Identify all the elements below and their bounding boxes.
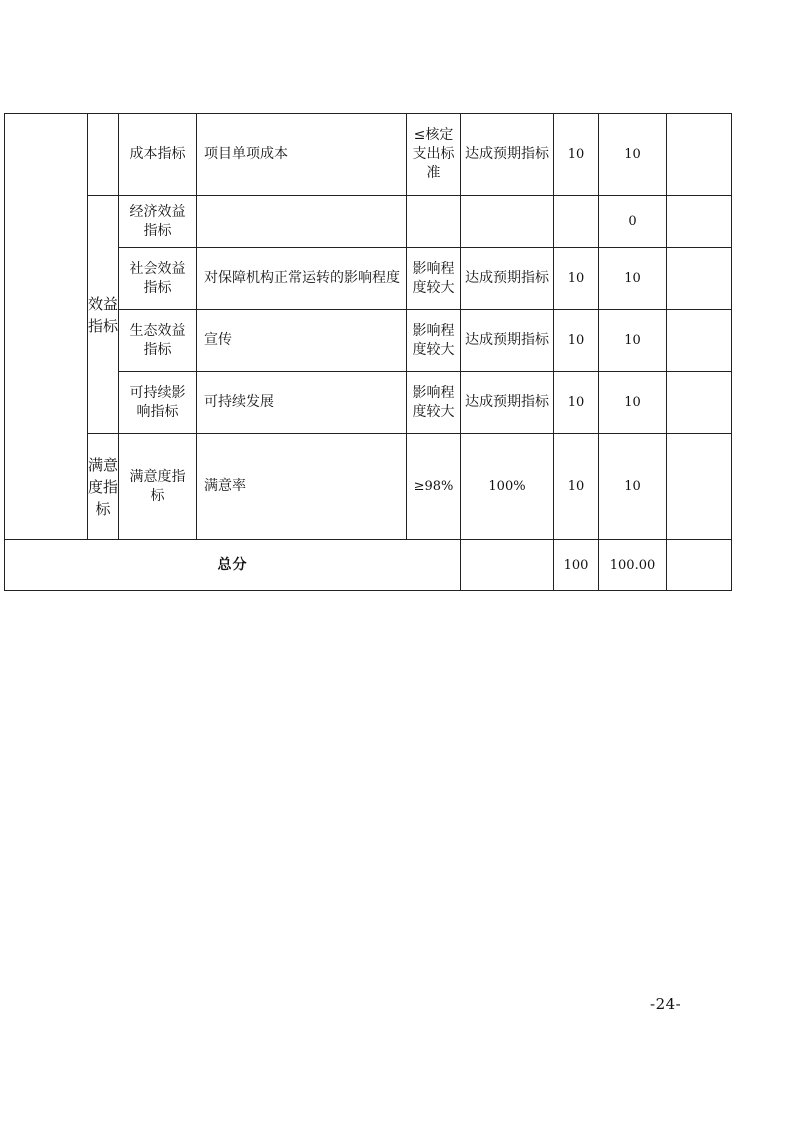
weight-cell: 10 bbox=[554, 434, 599, 540]
indicator-cell: 满意度指标 bbox=[119, 434, 197, 540]
subcategory-cell: 效益指标 bbox=[88, 196, 119, 434]
table-row bbox=[5, 114, 732, 196]
table-row bbox=[5, 434, 732, 540]
weight-cell: 10 bbox=[554, 310, 599, 372]
indicator-cell: 成本指标 bbox=[119, 114, 197, 196]
indicator-cell: 可持续影响指标 bbox=[119, 372, 197, 434]
page-number: -24- bbox=[650, 995, 682, 1013]
remark-cell bbox=[667, 310, 732, 372]
weight-cell: 10 bbox=[554, 372, 599, 434]
score-cell: 10 bbox=[599, 372, 667, 434]
actual-cell: 100% bbox=[461, 434, 554, 540]
target-cell: 影响程度较大 bbox=[407, 310, 461, 372]
content-cell: 满意率 bbox=[197, 434, 407, 540]
remark-cell bbox=[667, 372, 732, 434]
category-cell bbox=[5, 114, 88, 540]
remark-cell bbox=[667, 114, 732, 196]
subcategory-cell: 满意度指标 bbox=[88, 434, 119, 540]
remark-cell bbox=[667, 248, 732, 310]
target-cell: 影响程度较大 bbox=[407, 372, 461, 434]
remark-cell bbox=[667, 434, 732, 540]
weight-cell: 10 bbox=[554, 248, 599, 310]
target-cell: ≥98% bbox=[407, 434, 461, 540]
actual-cell: 达成预期指标 bbox=[461, 114, 554, 196]
score-cell: 0 bbox=[599, 196, 667, 248]
total-row bbox=[5, 540, 732, 591]
target-cell: 影响程度较大 bbox=[407, 248, 461, 310]
actual-cell bbox=[461, 196, 554, 248]
content-cell: 对保障机构正常运转的影响程度 bbox=[197, 248, 407, 310]
score-cell: 10 bbox=[599, 114, 667, 196]
target-cell bbox=[407, 196, 461, 248]
remark-cell bbox=[667, 196, 732, 248]
indicator-cell: 经济效益指标 bbox=[119, 196, 197, 248]
performance-table bbox=[4, 113, 732, 591]
total-score-cell: 100.00 bbox=[599, 540, 667, 591]
content-cell: 项目单项成本 bbox=[197, 114, 407, 196]
total-weight-cell: 100 bbox=[554, 540, 599, 591]
score-cell: 10 bbox=[599, 434, 667, 540]
total-actual-cell bbox=[461, 540, 554, 591]
score-cell: 10 bbox=[599, 248, 667, 310]
total-label: 总分 bbox=[5, 540, 461, 591]
subcategory-cell bbox=[88, 114, 119, 196]
total-remark-cell bbox=[667, 540, 732, 591]
weight-cell bbox=[554, 196, 599, 248]
actual-cell: 达成预期指标 bbox=[461, 372, 554, 434]
score-cell: 10 bbox=[599, 310, 667, 372]
actual-cell: 达成预期指标 bbox=[461, 310, 554, 372]
content-cell: 可持续发展 bbox=[197, 372, 407, 434]
target-cell: ≤核定支出标准 bbox=[407, 114, 461, 196]
indicator-cell: 社会效益指标 bbox=[119, 248, 197, 310]
content-cell: 宣传 bbox=[197, 310, 407, 372]
actual-cell: 达成预期指标 bbox=[461, 248, 554, 310]
weight-cell: 10 bbox=[554, 114, 599, 196]
table-row bbox=[5, 196, 732, 248]
content-cell bbox=[197, 196, 407, 248]
indicator-cell: 生态效益指标 bbox=[119, 310, 197, 372]
